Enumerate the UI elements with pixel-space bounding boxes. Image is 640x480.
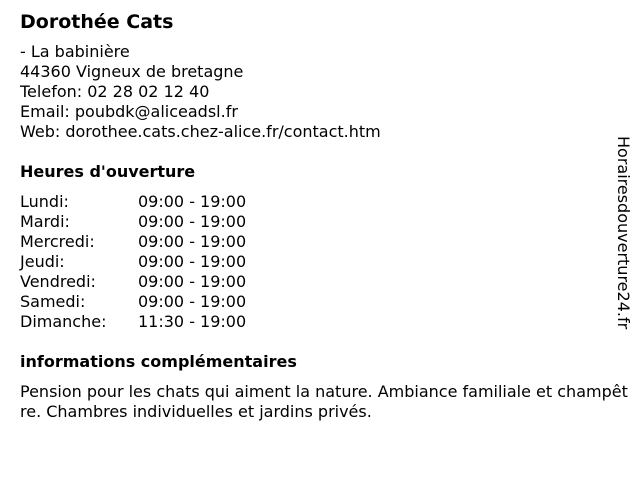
- hours-row: [20, 212, 632, 232]
- opening-hours-table: [20, 192, 632, 332]
- phone-line: Telefon: 02 28 02 12 40: [20, 82, 210, 101]
- business-name: Dorothée Cats: [20, 11, 174, 33]
- hours-row: [20, 252, 632, 272]
- hours-day: Dimanche:: [20, 312, 107, 331]
- business-card: [20, 10, 632, 422]
- opening-hours-heading: Heures d'ouverture: [20, 162, 196, 181]
- hours-time: 09:00 - 19:00: [138, 272, 247, 291]
- hours-row: [20, 292, 632, 312]
- hours-row: [20, 232, 632, 252]
- web-line: Web: dorothee.cats.chez-alice.fr/contact.htm: [20, 122, 381, 141]
- hours-row: [20, 312, 632, 332]
- email-line: Email: poubdk@aliceadsl.fr: [20, 102, 238, 121]
- hours-day: Mercredi:: [20, 232, 95, 251]
- additional-info-text: Pension pour les chats qui aiment la nature. Ambiance familiale et champêtre. Chambres individuelles et jardins privés.: [20, 382, 628, 421]
- hours-day: Mardi:: [20, 212, 70, 231]
- address-line-2: 44360 Vigneux de bretagne: [20, 62, 244, 81]
- hours-row: [20, 272, 632, 292]
- address-block: [20, 42, 632, 142]
- hours-day: Vendredi:: [20, 272, 96, 291]
- hours-day: Lundi:: [20, 192, 69, 211]
- hours-row: [20, 192, 632, 212]
- hours-day: Jeudi:: [20, 252, 65, 271]
- hours-time: 09:00 - 19:00: [138, 252, 247, 271]
- hours-time: 09:00 - 19:00: [138, 212, 247, 231]
- additional-info-heading: informations complémentaires: [20, 352, 297, 371]
- hours-time: 09:00 - 19:00: [138, 232, 247, 251]
- hours-time: 09:00 - 19:00: [138, 292, 247, 311]
- site-watermark: Horairesdouverture24.fr: [614, 136, 633, 330]
- address-line-1: - La babinière: [20, 42, 130, 61]
- hours-time: 09:00 - 19:00: [138, 192, 247, 211]
- hours-time: 11:30 - 19:00: [138, 312, 247, 331]
- hours-day: Samedi:: [20, 292, 86, 311]
